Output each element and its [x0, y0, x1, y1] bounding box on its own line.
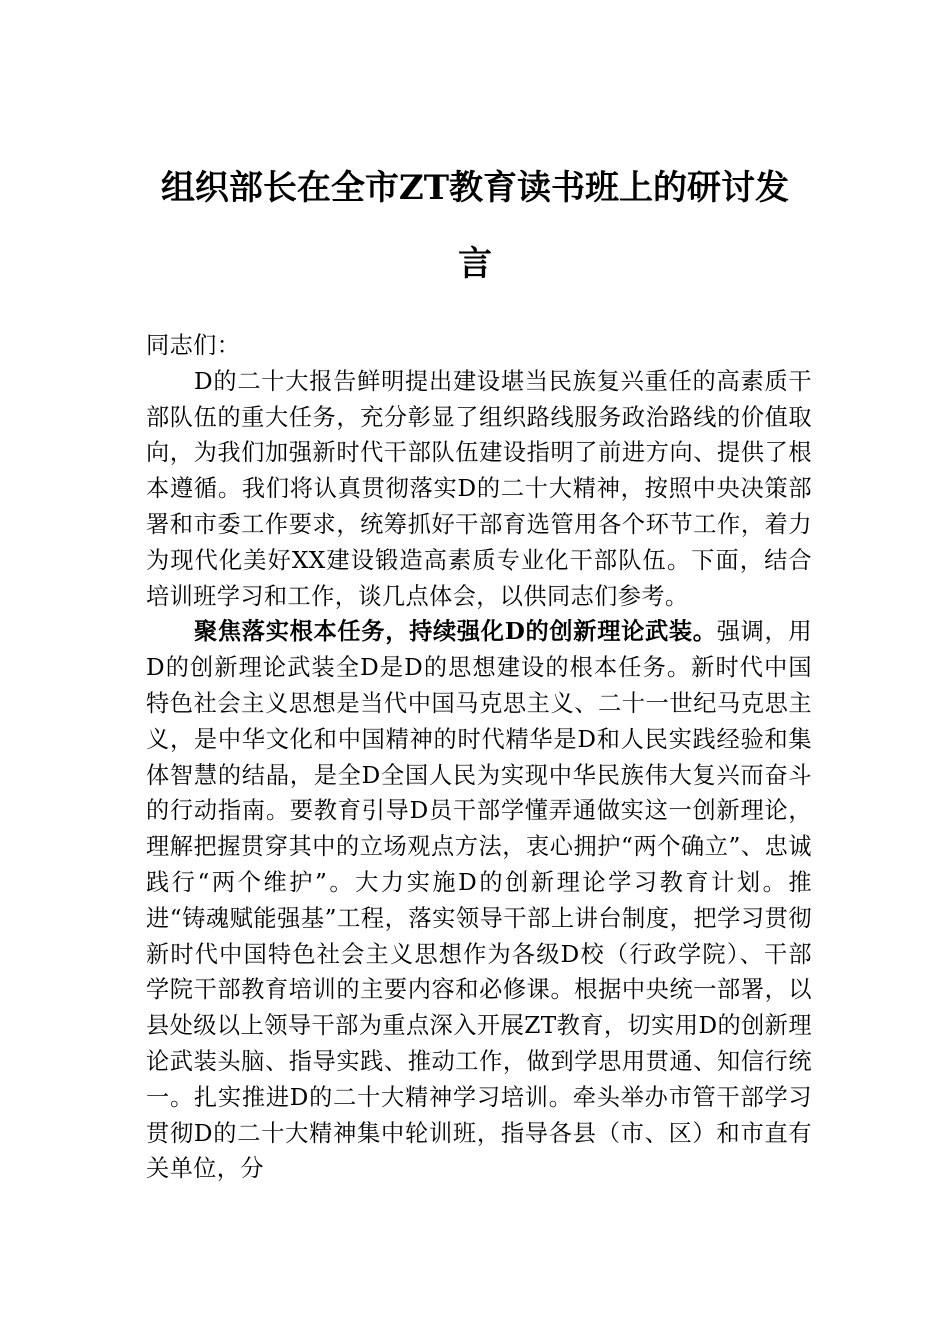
paragraph-section-1-body: 强调，用D的创新理论武装全D是D的思想建设的根本任务。新时代中国特色社会主义思想是当代中国马克思主义、二十一世纪马克思主义，是中华文化和中国精神的时代精华是D和人民实践经验和集体智慧的结晶，是全D全国人民为实现中华民族伟大复兴而奋斗的行动指南。要教育引导D员干部学懂弄通做实这一创新理论，理解把握贯穿其中的立场观点方法，衷心拥护“两个确立”、忠诚践行“两个维护”。大力实施D的创新理论学习教育计划。推进“铸魂赋能强基”工程，落实领导干部上讲台制度，把学习贯彻新时代中国特色社会主义思想作为各级D校（行政学院）、干部学院干部教育培训的主要内容和必修课。根据中央统一部署，以县处级以上领导干部为重点深入开展ZT教育，切实用D的创新理论武装头脑、指导实践、推动工作，做到学思用贯通、知信行统一。扎实推进D的二十大精神学习培训。牵头举办市管干部学习贯彻D的二十大精神集中轮训班，指导各县（市、区）和市直有关单位，分	[146, 618, 813, 1183]
document-title	[140, 150, 810, 302]
document-body	[146, 328, 812, 1187]
document-title-line-2: 言	[458, 244, 492, 284]
paragraph-intro: D的二十大报告鲜明提出建设堪当民族复兴重任的高素质干部队伍的重大任务，充分彰显了组织路线服务政治路线的价值取向，为我们加强新时代干部队伍建设指明了前进方向、提供了根本遵循。我们将认真贯彻落实D的二十大精神，按照中央决策部署和市委工作要求，统筹抓好干部育选管用各个环节工作，着力为现代化美好XX建设锻造高素质专业化干部队伍。下面，结合培训班学习和工作，谈几点体会，以供同志们参考。	[146, 367, 812, 610]
document-title-line-1: 组织部长在全市ZT教育读书班上的研讨发	[160, 168, 790, 208]
paragraph-section-1	[146, 614, 812, 1187]
paragraph-section-1-heading: 聚焦落实根本任务，持续强化D的创新理论武装。	[194, 618, 717, 646]
salutation: 同志们：	[146, 332, 241, 359]
